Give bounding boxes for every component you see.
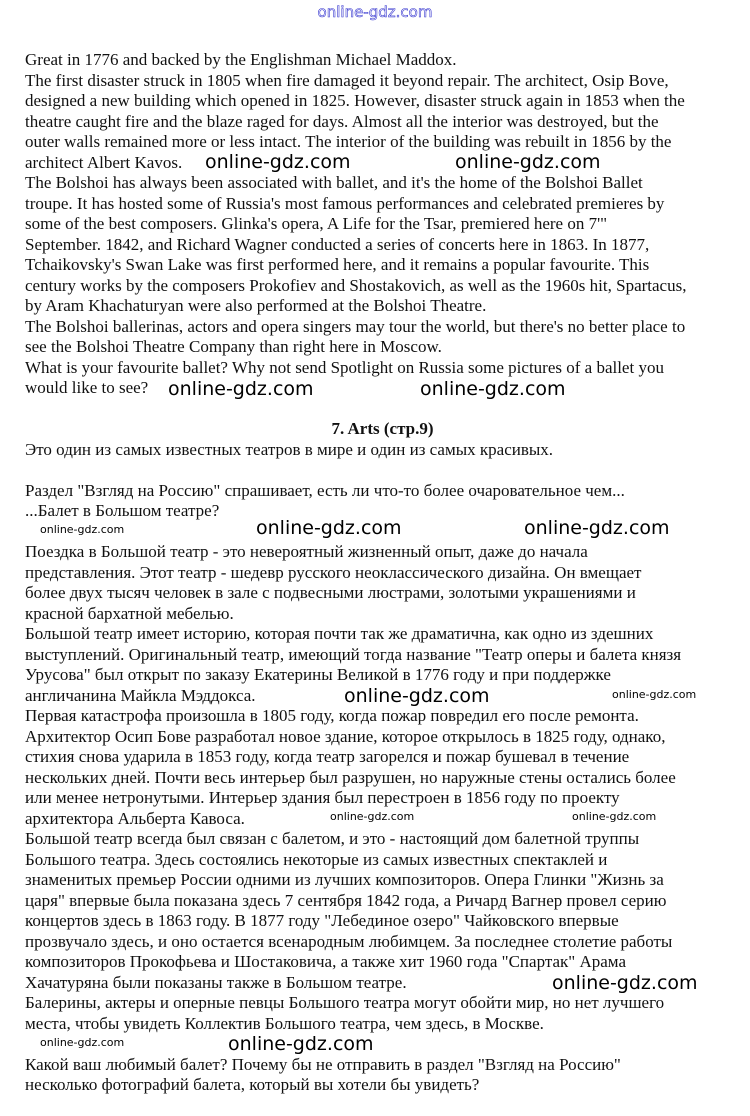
- watermark-text: online-gdz.com: [330, 810, 415, 823]
- text-line: нескольких дней. Почти весь интерьер был разрушен, но наружные стены остались более: [25, 767, 676, 787]
- text-line: see the Bolshoi Theatre Company than right here in Moscow.: [25, 337, 442, 356]
- text-line: Tchaikovsky's Swan Lake was first performed here, and it remains a popular favourite. This: [25, 255, 650, 274]
- text-line: Урусова" был открыт по заказу Екатерины Великой в 1776 году и при поддержке: [25, 665, 611, 684]
- text-line: outer walls remained more or less intact. The interior of the building was rebuilt in 1856 by the: [25, 132, 672, 151]
- watermark-text: online-gdz.com: [205, 151, 351, 173]
- text-line: The Bolshoi has always been associated with ballet, and it's the home of the Bolshoi Ballet: [25, 173, 643, 192]
- text-line: Great in 1776 and backed by the Englishman Michael Maddox.: [25, 50, 457, 69]
- text-line: The first disaster struck in 1805 when fire damaged it beyond repair. The architect, Osip Bove,: [25, 70, 669, 90]
- text-line: несколько фотографий балета, который вы хотели бы увидеть?: [25, 1075, 480, 1094]
- text-line: Архитектор Осип Бове разработал новое здание, которое открылось в 1825 году, однако,: [25, 726, 666, 746]
- blank-line: [25, 460, 740, 481]
- watermark-text: online-gdz.com: [256, 517, 402, 539]
- watermark-text: online-gdz.com: [40, 1036, 125, 1049]
- text-line: Раздел "Взгляд на Россию" спрашивает, есть ли что-то более очаровательное чем...: [25, 480, 625, 500]
- text-line: красной бархатной мебелью.: [25, 603, 234, 623]
- text-line: концертов здесь в 1863 году. В 1877 году "Лебединое озеро" Чайковского впервые: [25, 911, 619, 930]
- document-body: [25, 50, 740, 1096]
- watermark-text: online-gdz.com: [524, 517, 670, 539]
- text-line: стихия снова ударила в 1853 году, когда театр загорелся и пожар бушевал в течение: [25, 747, 630, 766]
- text-line: century works by the composers Prokofiev and Shostakovich, as well as the 1960s hit, Spartacus,: [25, 275, 687, 295]
- watermark-text: online-gdz.com: [612, 688, 697, 701]
- text-line: Большого театра. Здесь состоялись некоторые из самых известных спектаклей и: [25, 849, 608, 869]
- section-heading: 7. Arts (стр.9): [331, 419, 434, 438]
- text-line: ...Балет в Большом театре?: [25, 501, 220, 520]
- text-line: композиторов Прокофьева и Шостаковича, а также хит 1960 года "Спартак" Арама: [25, 952, 626, 971]
- watermark-text: online-gdz.com: [168, 378, 314, 400]
- text-line: Поездка в Большой театр - это невероятный жизненный опыт, даже до начала: [25, 542, 588, 561]
- text-line: выступлений. Оригинальный театр, имеющий тогда название "Театр оперы и балета князя: [25, 644, 682, 664]
- text-line: англичанина Майкла Мэддокса.: [25, 685, 256, 705]
- text-line: theatre caught fire and the blaze raged for days. Almost all the interior was destroyed, but the: [25, 111, 659, 131]
- watermark-text: online-gdz.com: [228, 1033, 374, 1055]
- text-line: Хачатуряна были показаны также в Большом театре.: [25, 972, 407, 992]
- watermark-text: online-gdz.com: [40, 523, 125, 536]
- watermark-text: online-gdz.com: [344, 685, 490, 707]
- text-line: Какой ваш любимый балет? Почему бы не отправить в раздел "Взгляд на Россию": [25, 1054, 621, 1074]
- text-line: architect Albert Kavos.: [25, 152, 183, 172]
- blank-line: [25, 399, 740, 420]
- text-line: представления. Этот театр - шедевр русского неоклассического дизайна. Он вмещает: [25, 562, 642, 582]
- watermark-text: online-gdz.com: [420, 378, 566, 400]
- text-line: Балерины, актеры и оперные певцы Большого театра могут обойти мир, но нет лучшего: [25, 993, 665, 1012]
- watermark-text: online-gdz.com: [455, 151, 601, 173]
- text-line: troupe. It has hosted some of Russia's most famous performances and celebrated premieres by: [25, 193, 665, 213]
- text-line: some of the best composers. Glinka's opera, A Life for the Tsar, premiered here on 7'": [25, 214, 608, 233]
- text-line: would like to see?: [25, 378, 149, 397]
- text-line: царя" впервые была показана здесь 7 сентября 1842 года, а Ричард Вагнер провел серию: [25, 890, 667, 910]
- text-line: September. 1842, and Richard Wagner conducted a series of concerts here in 1863. In 1877,: [25, 234, 650, 254]
- text-line: The Bolshoi ballerinas, actors and opera singers may tour the world, but there's no better place to: [25, 316, 686, 336]
- text-line: или менее нетронутыми. Интерьер здания был перестроен в 1856 году по проекту: [25, 788, 620, 807]
- header-watermark: online-gdz.com: [317, 3, 433, 21]
- blank-line: [25, 1034, 740, 1055]
- text-line: Это один из самых известных театров в мире и один из самых красивых.: [25, 439, 554, 459]
- watermark-text: online-gdz.com: [572, 810, 657, 823]
- text-line: designed a new building which opened in 1825. However, disaster struck again in 1853 when the: [25, 91, 685, 110]
- watermark-text: online-gdz.com: [552, 972, 698, 994]
- text-line: Большой театр всегда был связан с балетом, и это - настоящий дом балетной труппы: [25, 829, 640, 848]
- text-line: прозвучало здесь, и оно остается всенародным любимцем. За последнее столетие работы: [25, 931, 673, 951]
- text-line: What is your favourite ballet? Why not send Spotlight on Russia some pictures of a ballet you: [25, 357, 664, 377]
- text-line: знаменитых премьер России одними из лучших композиторов. Опера Глинки "Жизнь за: [25, 870, 664, 889]
- text-line: by Aram Khachaturyan were also performed at the Bolshoi Theatre.: [25, 296, 487, 315]
- text-line: Первая катастрофа произошла в 1805 году, когда пожар повредил его после ремонта.: [25, 706, 639, 725]
- text-line: более двух тысяч человек в зале с подвесными люстрами, золотыми украшениями и: [25, 583, 636, 602]
- text-line: архитектора Альберта Кавоса.: [25, 808, 245, 828]
- text-line: места, чтобы увидеть Коллектив Большого театра, чем здесь, в Москве.: [25, 1013, 544, 1033]
- text-line: Большой театр имеет историю, которая почти так же драматична, как одно из здешних: [25, 624, 654, 643]
